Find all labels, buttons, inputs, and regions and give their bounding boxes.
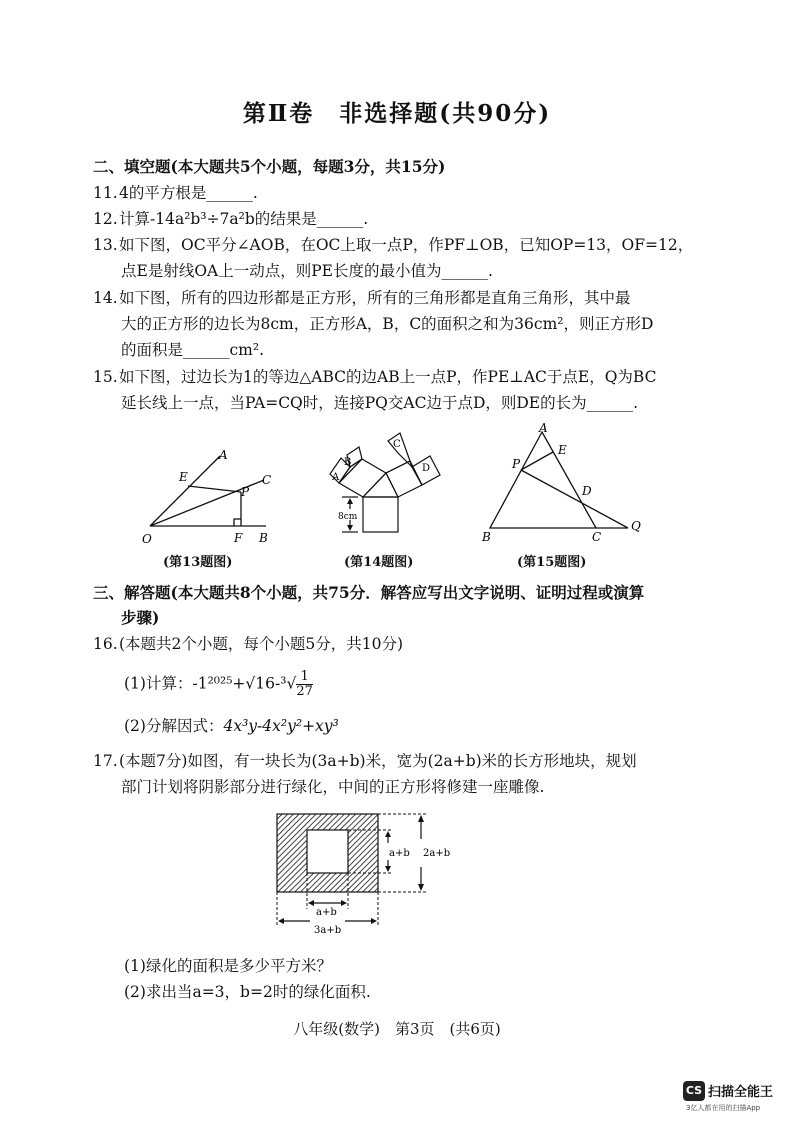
section-2-heading: 二、填空题(本大题共5个小题，每题3分，共15分) [93,157,446,176]
label-C: C [393,439,401,450]
label-E: E [179,470,188,484]
label-D: D [422,463,431,474]
question-text: 如下图，OC平分∠AOB，在OC上取一点P，作PF⊥OB，已知OP=13，OF=12， [119,236,694,254]
label-inner-width: a+b [316,907,337,918]
question-text: (本题7分)如图，有一块长为(3a+b)米，宽为(2a+b)米的长方形地块，规划 [119,752,637,770]
question-text: 如下图，所有的四边形都是正方形，所有的三角形都是直角三角形，其中最 [119,289,631,307]
question-15-line2: 延长线上一点，当PA=CQ时，连接PQ交AC边于点D，则DE的长为______. [121,394,639,412]
question-number: 16. [93,635,118,653]
question-17 [93,749,637,773]
question-17-sub2: (2)求出当a=3，b=2时的绿化面积. [124,983,371,1001]
part-label: (2)分解因式： [124,717,224,735]
question-12 [93,207,368,231]
question-number: 14. [93,289,118,307]
section-3-heading: 三、解答题(本大题共8个小题，共75分．解答应写出文字说明、证明过程或演算 [93,583,645,602]
question-13-line2: 点E是射线OA上一动点，则PE长度的最小值为______. [121,262,493,280]
figure-13-caption: (第13题图) [163,555,233,570]
page-footer: 八年级(数学) 第3页 (共6页) [293,1020,501,1038]
expression: -1²⁰²⁵+√16- [192,674,281,693]
scanner-watermark [683,1080,773,1101]
figure-14-caption: (第14题图) [344,555,414,570]
question-text: 计算-14a²b³÷7a²b的结果是______. [119,210,369,228]
label-8cm: 8cm [338,512,358,522]
label-A: A [219,448,228,462]
question-11 [93,181,258,205]
label-P: P [241,485,250,499]
label-C: C [262,473,272,487]
question-text: 4的平方根是______. [119,184,258,202]
label-O: O [142,532,152,546]
part-label: (1)计算： [124,674,193,693]
question-16 [93,632,403,656]
label-outer-width: 3a+b [314,925,342,935]
label-D: D [582,484,592,498]
watermark-subtitle: 3亿人都在用的扫描App [686,1104,761,1112]
label-B: B [259,531,268,545]
label-C: C [592,530,602,544]
question-16-part1 [124,670,313,699]
label-A: A [539,421,548,435]
figure-13 [138,440,278,550]
label-outer-height: 2a+b [423,848,451,859]
fraction: $\frac{1}{27}$ [296,669,313,699]
figure-17 [268,805,468,935]
question-14 [93,286,631,310]
question-17-line2: 部门计划将阴影部分进行绿化，中间的正方形将修建一座雕像. [121,778,545,796]
question-13 [93,233,693,257]
label-P: P [512,457,521,471]
section-3-heading-line2: 步骤) [121,608,160,627]
cube-root-sign: ³√ [280,674,297,693]
question-14-line3: 的面积是______cm². [121,341,265,359]
question-17-sub1: (1)绿化的面积是多少平方米？ [124,957,332,975]
figure-15-caption: (第15题图) [517,555,587,570]
question-number: 17. [93,752,118,770]
cs-logo-icon: CS [683,1081,705,1101]
question-number: 11. [93,184,118,202]
page-title: 第Ⅱ卷 非选择题(共90分) [242,100,552,127]
figure-15 [478,420,648,545]
question-15 [93,365,656,389]
question-14-line2: 大的正方形的边长为8cm，正方形A，B，C的面积之和为36cm²，则正方形D [121,315,654,333]
label-A: A [332,472,340,483]
label-Q: Q [631,519,641,533]
question-text: (本题共2个小题，每个小题5分，共10分) [119,635,404,653]
label-F: F [234,531,243,545]
question-text: 如下图，过边长为1的等边△ABC的边AB上一点P，作PE⊥AC于点E，Q为BC [119,368,657,386]
figure-14 [322,425,452,545]
question-16-part2 [124,714,339,738]
label-B: B [344,457,352,468]
label-E: E [558,443,567,457]
question-number: 12. [93,210,118,228]
watermark-name: 扫描全能王 [708,1085,774,1100]
question-number: 13. [93,236,118,254]
question-number: 15. [93,368,118,386]
label-inner-height: a+b [389,848,410,859]
label-B: B [482,530,491,544]
expression: 4x³y-4x²y²+xy³ [223,717,339,735]
